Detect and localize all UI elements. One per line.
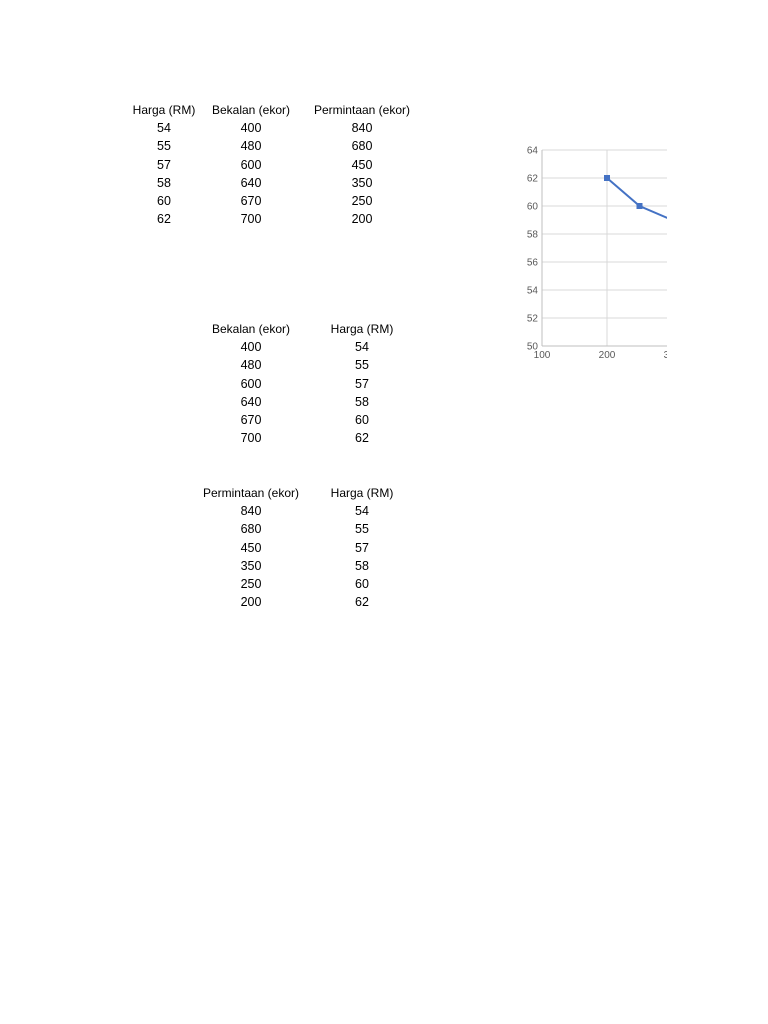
- table-row: [126, 192, 424, 210]
- table-cell: 60: [355, 577, 369, 592]
- table-row: [201, 411, 423, 429]
- table-row: [201, 375, 423, 393]
- x-tick-label: 300: [663, 350, 681, 361]
- table-cell: 250: [351, 194, 373, 209]
- price-supply-demand-table: [126, 101, 424, 228]
- column-header: Bekalan (ekor): [211, 322, 291, 336]
- table-row: [192, 557, 414, 575]
- demand-price-table: [192, 484, 414, 611]
- table-row: [192, 575, 414, 593]
- table-cell: 250: [240, 577, 262, 592]
- table-cell: 54: [355, 504, 369, 519]
- y-tick-label: 54: [526, 285, 538, 297]
- table-header-row: [126, 101, 424, 119]
- table-cell: 450: [351, 157, 373, 172]
- table-cell: 450: [240, 540, 262, 555]
- table-cell: 700: [240, 212, 262, 227]
- column-header: Bekalan (ekor): [211, 103, 291, 117]
- table-cell: 640: [240, 175, 262, 190]
- y-tick-label: 60: [526, 201, 538, 213]
- table-row: [192, 593, 414, 611]
- column-header: Permintaan (ekor): [202, 486, 300, 500]
- table-cell: 400: [240, 121, 262, 136]
- y-tick-label: 58: [526, 229, 538, 241]
- table-row: [192, 520, 414, 538]
- column-header: Permintaan (ekor): [313, 103, 411, 117]
- table-cell: 62: [355, 431, 369, 446]
- x-tick-label: 100: [533, 350, 551, 361]
- table-cell: 54: [355, 340, 369, 355]
- table-cell: 350: [240, 558, 262, 573]
- table-cell: 480: [240, 358, 262, 373]
- table-cell: 55: [157, 139, 171, 154]
- table-cell: 58: [355, 558, 369, 573]
- table-cell: 400: [240, 340, 262, 355]
- y-tick-label: 52: [526, 313, 538, 325]
- table-row: [126, 137, 424, 155]
- table-cell: 670: [240, 194, 262, 209]
- table-cell: 640: [240, 394, 262, 409]
- table-cell: 55: [355, 358, 369, 373]
- table-row: [126, 156, 424, 174]
- y-tick-label: 50: [526, 341, 538, 353]
- table-cell: 680: [351, 139, 373, 154]
- table-cell: 62: [157, 212, 171, 227]
- table-cell: 57: [355, 376, 369, 391]
- table-cell: 840: [240, 504, 262, 519]
- table-header-row: [201, 320, 423, 338]
- table-cell: 700: [240, 431, 262, 446]
- table-cell: 62: [355, 595, 369, 610]
- table-cell: 350: [351, 175, 373, 190]
- table-cell: 480: [240, 139, 262, 154]
- table-row: [126, 174, 424, 192]
- table-row: [201, 338, 423, 356]
- table-cell: 680: [240, 522, 262, 537]
- table-header-row: [192, 484, 414, 502]
- data-point: [637, 203, 643, 209]
- table-row: [201, 393, 423, 411]
- supply-price-table: [201, 320, 423, 447]
- x-tick-label: 200: [598, 350, 616, 361]
- table-cell: 57: [355, 540, 369, 555]
- table-cell: 55: [355, 522, 369, 537]
- column-header: Harga (RM): [330, 322, 394, 336]
- table-cell: 200: [351, 212, 373, 227]
- table-cell: 840: [351, 121, 373, 136]
- table-cell: 200: [240, 595, 262, 610]
- table-row: [201, 356, 423, 374]
- column-header: Harga (RM): [132, 103, 196, 117]
- table-cell: 670: [240, 413, 262, 428]
- table-cell: 58: [355, 394, 369, 409]
- y-tick-label: 62: [526, 173, 538, 185]
- table-cell: 58: [157, 175, 171, 190]
- column-header: Harga (RM): [330, 486, 394, 500]
- table-row: [192, 502, 414, 520]
- table-row: [126, 119, 424, 137]
- table-row: [192, 539, 414, 557]
- data-point: [604, 175, 610, 181]
- table-cell: 600: [240, 376, 262, 391]
- table-cell: 54: [157, 121, 171, 136]
- table-cell: 60: [157, 194, 171, 209]
- y-tick-label: 64: [526, 145, 538, 157]
- y-tick-label: 56: [526, 257, 538, 269]
- table-cell: 60: [355, 413, 369, 428]
- table-cell: 600: [240, 157, 262, 172]
- demand-chart: [500, 138, 681, 364]
- table-row: [126, 210, 424, 228]
- table-cell: 57: [157, 157, 171, 172]
- demand-chart-svg: [500, 138, 681, 364]
- table-row: [201, 429, 423, 447]
